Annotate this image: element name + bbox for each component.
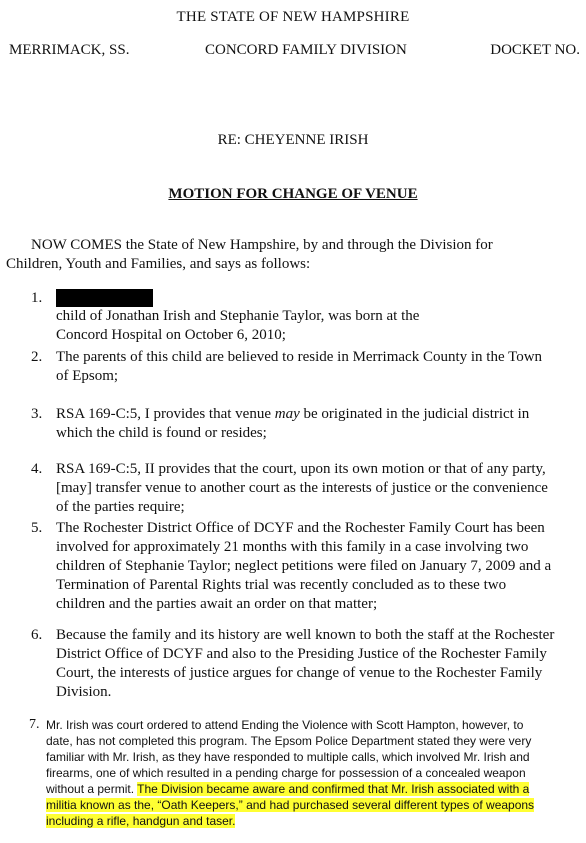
item-line: RSA 169-C:5, II provides that the court, upon its own motion or that of any party, — [56, 461, 546, 477]
item-line: Court, the interests of justice argues for change of venue to the Rochester Family — [56, 665, 543, 681]
item-line: date, has not completed this program. The Epsom Police Department stated they were very — [46, 734, 532, 748]
item-line: [may] transfer venue to another court as the interests of justice or the convenience — [56, 480, 548, 496]
highlighted-text: The Division became aware and confirmed that Mr. Irish associated with a — [137, 782, 530, 796]
docket-label: DOCKET NO. — [490, 42, 580, 58]
item-line: involved for approximately 21 months with this family in a case involving two — [56, 539, 529, 555]
item-line: firearms, one of which resulted in a pending charge for possession of a concealed weapon — [46, 766, 526, 780]
item-line-part: be originated in the judicial district in — [299, 406, 530, 422]
item-line: The Rochester District Office of DCYF and the Rochester Family Court has been — [56, 520, 545, 536]
redaction-box — [56, 289, 153, 307]
item-line: which the child is found or resides; — [56, 425, 267, 441]
highlighted-text: militia known as the, “Oath Keepers,” and had purchased several different types of weapons — [46, 798, 535, 812]
item-line-part: RSA 169-C:5, I provides that venue — [56, 406, 275, 422]
highlighted-text: including a rifle, handgun and taser. — [46, 814, 236, 828]
item-line: The parents of this child are believed to reside in Merrimack County in the Town — [56, 349, 543, 365]
item-line: familiar with Mr. Irish, as they have responded to multiple calls, which involved Mr. Irish and — [46, 750, 530, 764]
item-number: 6. — [31, 627, 43, 643]
item-line: of Epsom; — [56, 368, 119, 384]
county-label: MERRIMACK, SS. — [9, 42, 130, 58]
item-line: Because the family and its history are well known to both the staff at the Rochester — [56, 627, 555, 643]
item-number: 2. — [31, 349, 43, 365]
item-number: 1. — [31, 290, 43, 306]
re-line: RE: CHEYENNE IRISH — [217, 132, 369, 148]
item-number: 5. — [31, 520, 43, 536]
item-number: 4. — [31, 461, 43, 477]
item-line: child of Jonathan Irish and Stephanie Taylor, was born at the — [56, 308, 420, 324]
intro-line: Children, Youth and Families, and says as follows: — [6, 256, 311, 272]
intro-line: NOW COMES the State of New Hampshire, by and through the Division for — [31, 237, 493, 253]
item-number: 3. — [31, 406, 43, 422]
item-line: of the parties require; — [56, 499, 185, 515]
item-number: 7. — [29, 717, 40, 732]
item-line: Division. — [56, 684, 112, 700]
item-line-part: without a permit. — [46, 782, 138, 796]
item-line: Mr. Irish was court ordered to attend Ending the Violence with Scott Hampton, however, to — [46, 718, 524, 732]
intro-paragraph — [0, 236, 586, 274]
item-line: children and the parties await an order on that matter; — [56, 596, 378, 612]
item-line: District Office of DCYF and also to the Presiding Justice of the Rochester Family — [56, 646, 547, 662]
emphasis-text: may — [274, 406, 300, 422]
item-line: Concord Hospital on October 6, 2010; — [56, 327, 286, 343]
division-label: CONCORD FAMILY DIVISION — [205, 42, 407, 58]
court-state-heading: THE STATE OF NEW HAMPSHIRE — [176, 9, 410, 25]
item-line: Termination of Parental Rights trial was recently concluded as to these two — [56, 577, 507, 593]
item-line: children of Stephanie Taylor; neglect petitions were filed on January 7, 2009 and a — [56, 558, 552, 574]
motion-title: MOTION FOR CHANGE OF VENUE — [168, 186, 418, 202]
